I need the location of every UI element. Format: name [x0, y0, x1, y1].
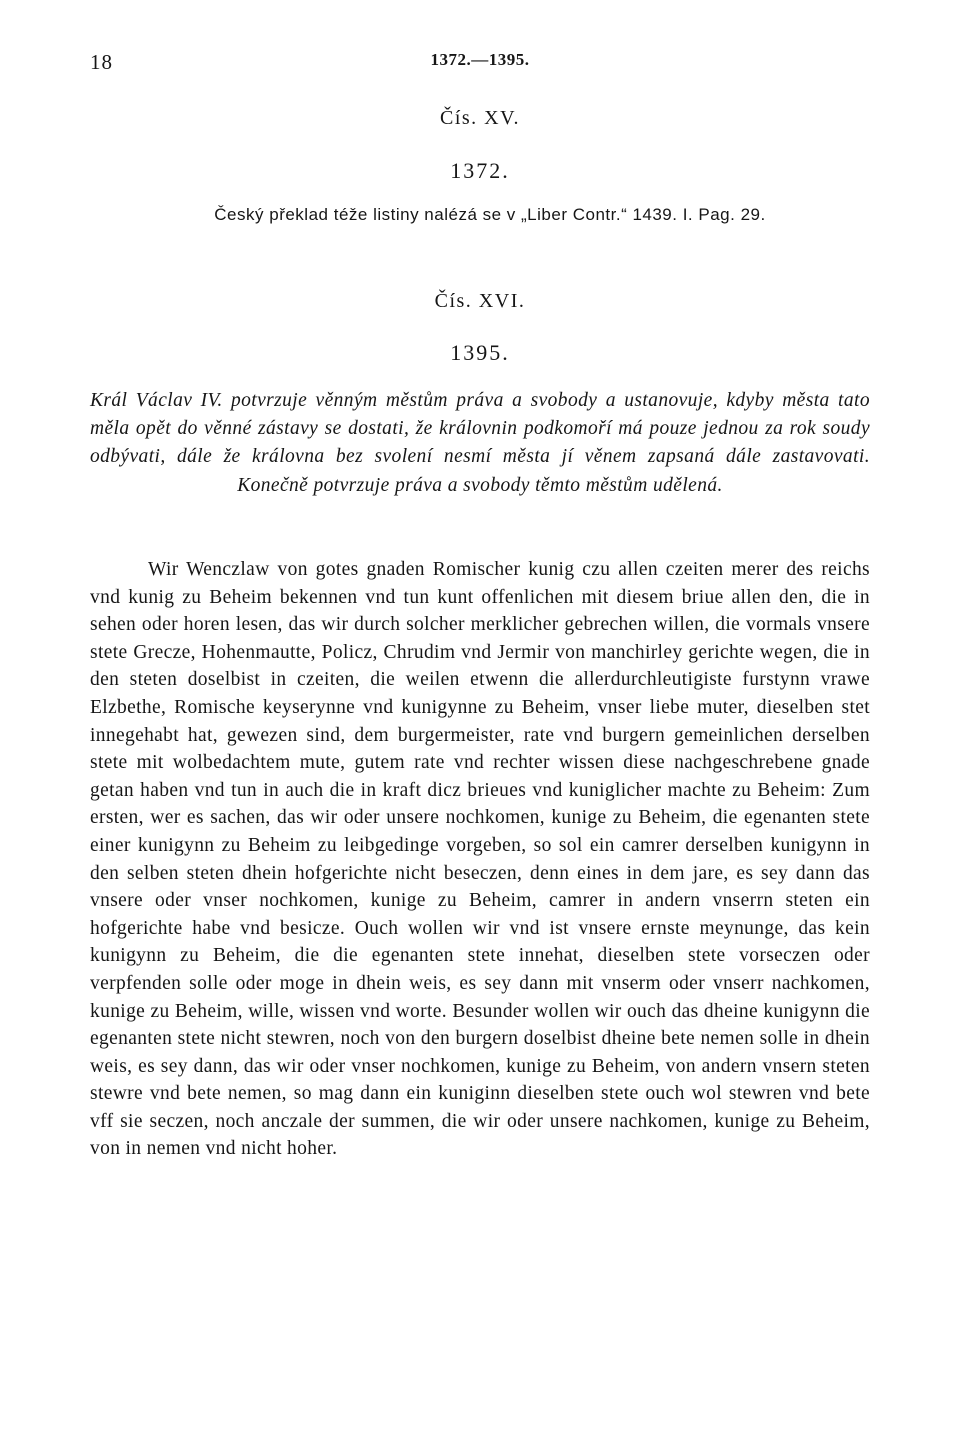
page-number: 18 [90, 50, 113, 74]
entry-year-1372: 1372. [450, 158, 510, 183]
charter-text: Wir Wenczlaw von gotes gnaden Romischer kunig czu allen czeiten merer des reichs vnd kunig zu Beheim bekennen vnd tun kunt offenlichen mit diesem briue allen den, die in sehen oder horen lesen, das wir durch solcher merklicher gebrechen willen, die vormals vnsere stete Grecze, Hohenmautte, Policz, Chrudim vnd Jermir von manchirley gerichte wegen, die in den steten doselbist in czeiten, die weilen etwenn die allerdurchleutigiste furstynn vrawe Elzbethe, Romische keyserynne vnd kunigynne zu Beheim, vnser liebe muter, dieselben stet innegehabt hat, gewezen sind, dem burgermeister, rate vnd burgern gemeinlichen derselben stete mit wolbedachtem mute, gutem rate vnd rechter wissen diese nachgeschrebene gnade getan haben vnd tun in auch die in kraft dicz brieues vnd kuniglicher machte zu Beheim: Zum ersten, wer es sachen, das wir oder unsere nochkomen, kunige zu Beheim, die egenanten stete einer kunigynn zu Beheim zu leibgedinge vorgeben, so sol ein camrer derselben kunigynn in den selben steten dhein hofgerichte nicht beseczen, denn eines in dem jare, es sey dann das vnsere oder vnser nochkomen, kunige zu Beheim, camrer in andern vnserrn steten ein hofgerichte habe vnd besicze. Ouch wollen wir vnd ist vnsere ernste meynunge, das kein kunigynn zu Beheim, die die egenanten stete innehat, dieselben stete vorseczen oder verpfenden solle oder moge in dhein weis, es sey dann mit vnserm oder vnserr nachkomen, kunige zu Beheim, wille, wissen vnd worte. Besunder wollen wir ouch das dheine kunigynn die egenanten stete nicht stewren, noch von den burgern doselbist dheine bete nemen solle in dhein weis, es sey dann, das wir oder vnser nochkomen, kunige zu Beheim, von andern vnsern steten stewre vnd bete nemen, so mag dann ein kuniginn dieselben stete ouch wol stewren vnd bete vff sie seczen, noch anczale der summen, die wir oder unsere nachkomen, kunige zu Beheim, von in nemen vnd nicht hoher. [90, 559, 870, 1160]
entry-number-xv: Čís. XV. [440, 107, 520, 129]
entry-number-xvi: Čís. XVI. [434, 290, 526, 312]
translation-note: Český překlad téže listiny nalézá se v „Liber Contr.“ 1439. I. Pag. 29. [214, 205, 766, 224]
running-head: 1372.—1395. [430, 50, 530, 69]
entry-year-1395: 1395. [450, 340, 510, 365]
regest-summary: Král Václav IV. potvrzuje věnným městům práva a svobody a ustanovuje, kdyby města tato měla opět do věnné zástavy se dostati, že královnin podkomoří má pouze jednou za rok soudy odbývati, dále že královna bez svolení nesmí města jí věnem zapsaná dále zastavovati. Konečně potvrzuje práva a svobody těmto městům udělená. [90, 390, 870, 496]
